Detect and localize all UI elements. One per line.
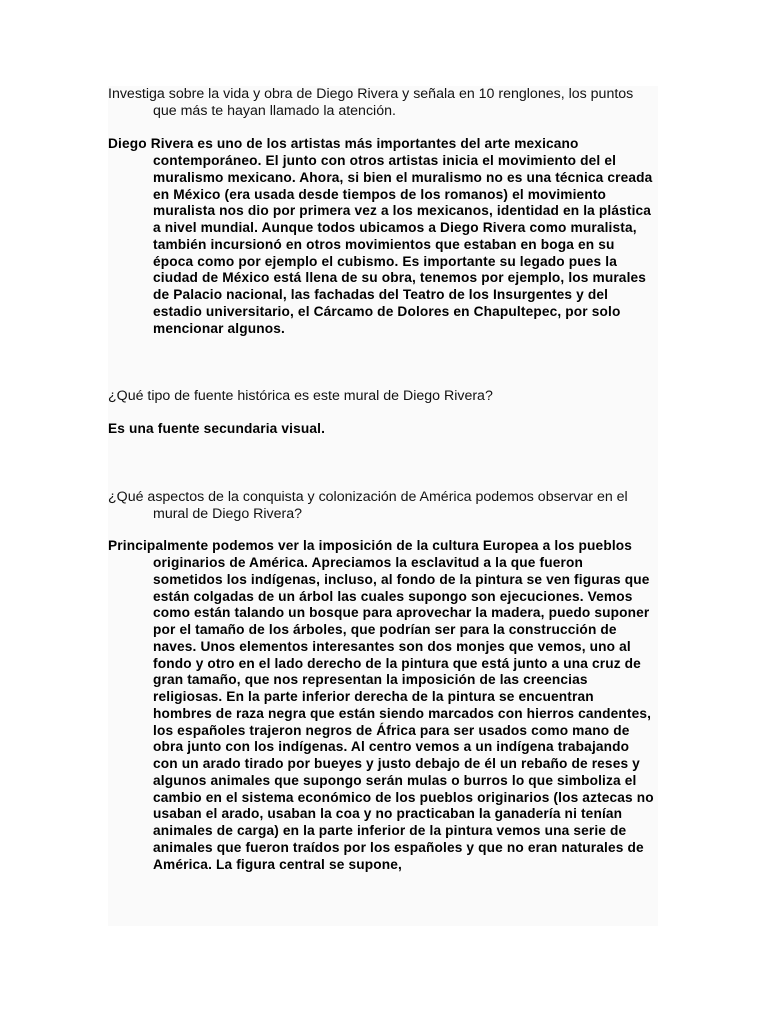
document-page — [108, 86, 658, 926]
answer-1: Diego Rivera es uno de los artistas más importantes del arte mexicano contemporáneo. El junto con otros artistas inicia el movimiento del el muralismo mexicano. Ahora, si bien el muralismo no es una técnica creada en México (era usada desde tiempos de los romanos) el movimiento muralista nos dio por primera vez a los mexicanos, identidad en la plástica a nivel mundial. Aunque todos ubicamos a Diego Rivera como muralista, también incursionó en otros movimientos que estaban en boga en su época como por ejemplo el cubismo. Es importante su legado pues la ciudad de México está llena de su obra, tenemos por ejemplo, los murales de Palacio nacional, las fachadas del Teatro de los Insurgentes y del estadio universitario, el Cárcamo de Dolores en Chapultepec, por solo mencionar algunos. — [108, 136, 653, 336]
answer-3: Principalmente podemos ver la imposición de la cultura Europea a los pueblos originarios de América. Apreciamos la esclavitud a la que fueron sometidos los indígenas, incluso, al fondo de la pintura se ven figuras que están colgadas de un árbol las cuales supongo son ejecuciones. Vemos como están talando un bosque para aprovechar la madera, puedo suponer por el tamaño de los árboles, que podrían ser para la construcción de naves. Unos elementos interesantes son dos monjes que vemos, uno al fondo y otro en el lado derecho de la pintura que está junto a una cruz de gran tamaño, que nos representan la imposición de las creencias religiosas. En la parte inferior derecha de la pintura se encuentran hombres de raza negra que están siendo marcados con hierros candentes, los españoles trajeron negros de África para ser usados como mano de obra junto con los indígenas. Al centro vemos a un indígena trabajando con un arado tirado por bueyes y justo debajo de él un rebaño de reses y algunos animales que supongo serán mulas o burros lo que simboliza el cambio en el sistema económico de los pueblos originarios (los aztecas no usaban el arado, usaban la coa y no practicaban la ganadería ni tenían animales de carga) en la parte inferior de la pintura vemos una serie de animales que fueron traídos por los españoles y que no eran naturales de América. La figura central se supone, — [108, 538, 654, 872]
question-1: Investiga sobre la vida y obra de Diego Rivera y señala en 10 renglones, los puntos que más te hayan llamado la atención. — [108, 86, 634, 119]
question-3: ¿Qué aspectos de la conquista y colonización de América podemos observar en el mural de Diego Rivera? — [108, 488, 628, 522]
answer-2: Es una fuente secundaria visual. — [108, 421, 326, 437]
question-2: ¿Qué tipo de fuente histórica es este mural de Diego Rivera? — [108, 388, 493, 405]
